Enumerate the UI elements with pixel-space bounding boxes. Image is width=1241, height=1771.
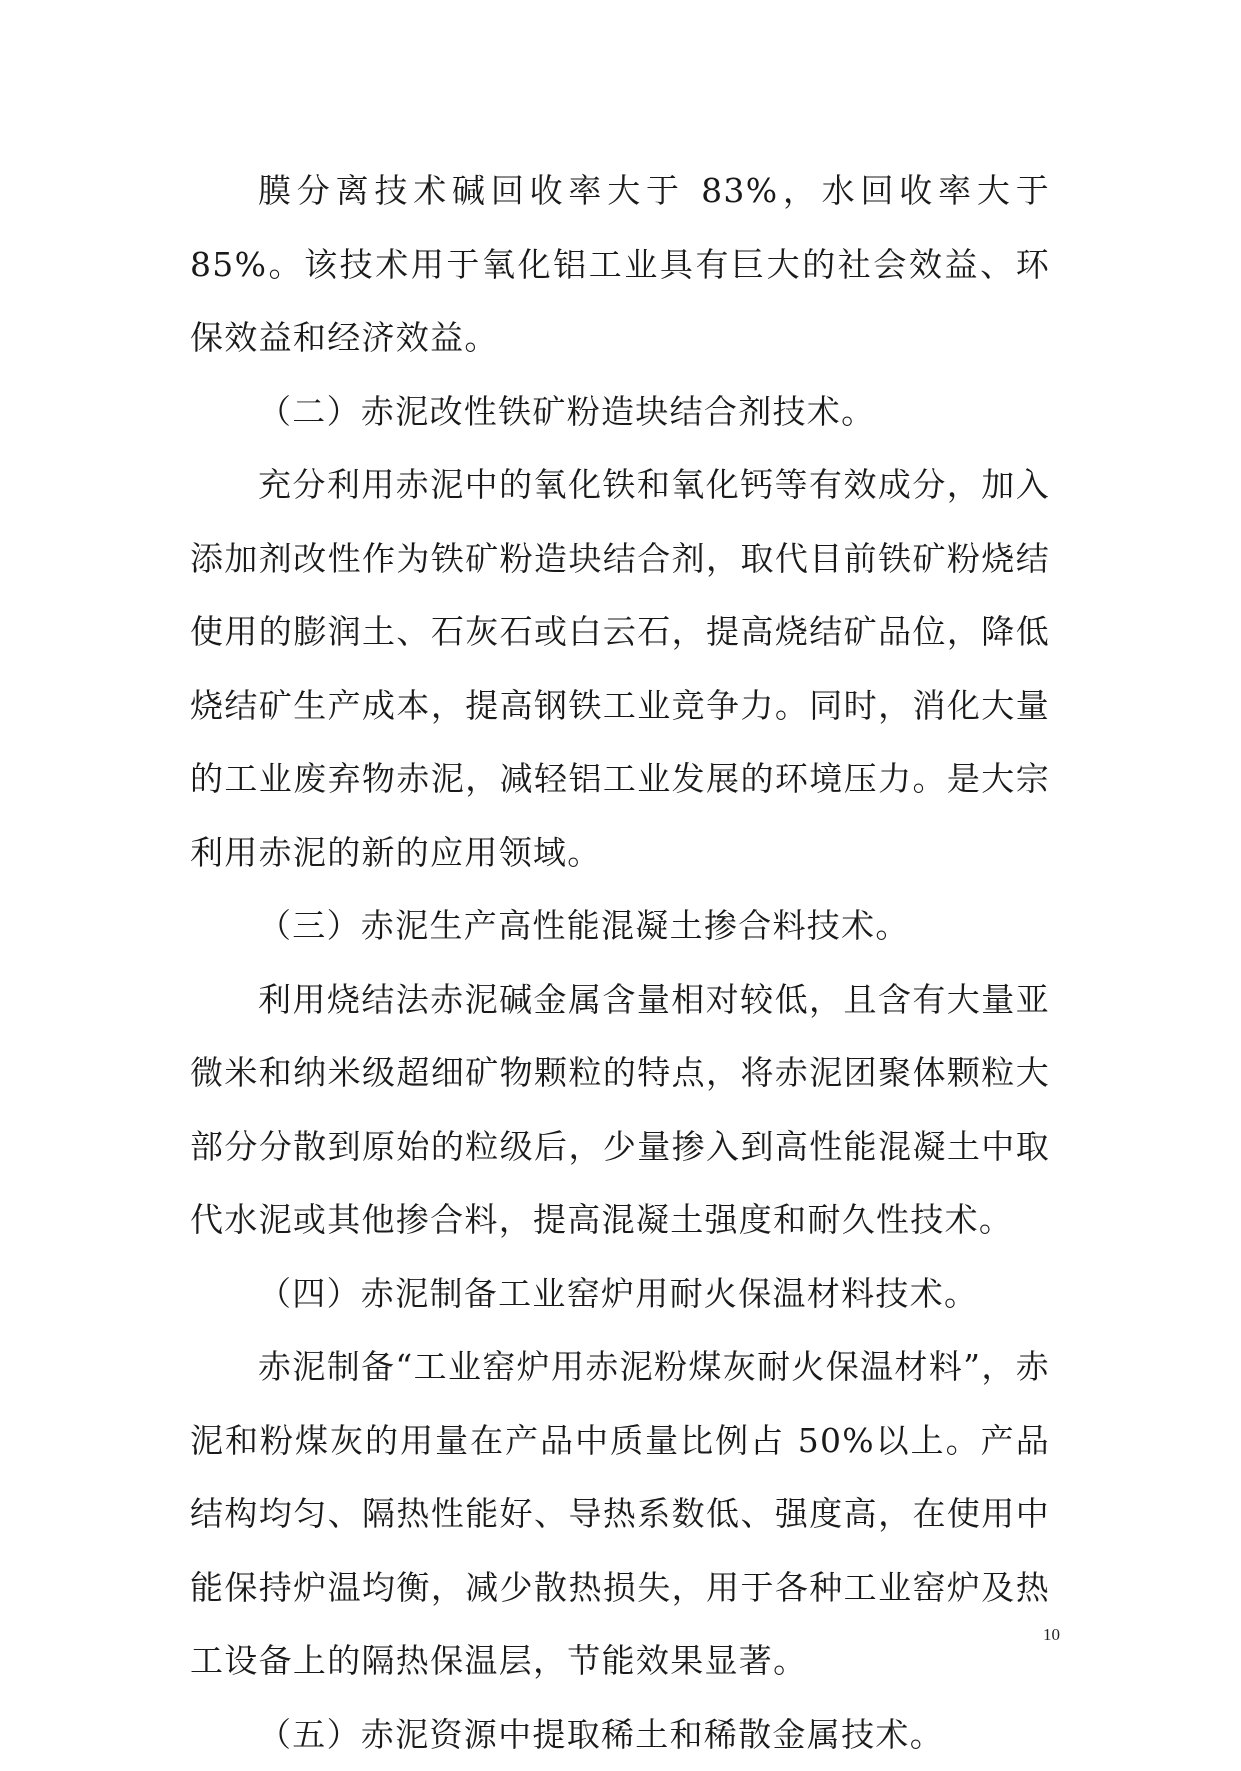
paragraph-refractory-material: 赤泥制备“工业窑炉用赤泥粉煤灰耐火保温材料”，赤泥和粉煤灰的用量在产品中质量比例占 50%以上。产品结构均匀、隔热性能好、导热系数低、强度高，在使用中能保持炉温均衡，减少散热损失，用于各种工业窑炉及热工设备上的隔热保温层，节能效果显著。	[190, 1330, 1050, 1698]
paragraph-binder-technology: 充分利用赤泥中的氧化铁和氧化钙等有效成分，加入添加剂改性作为铁矿粉造块结合剂，取代目前铁矿粉烧结使用的膨润土、石灰石或白云石，提高烧结矿品位，降低烧结矿生产成本，提高钢铁工业竞争力。同时，消化大量的工业废弃物赤泥，减轻铝工业发展的环境压力。是大宗利用赤泥的新的应用领域。	[190, 448, 1050, 889]
paragraph-membrane-separation: 膜分离技术碱回收率大于 83%，水回收率大于 85%。该技术用于氧化铝工业具有巨大的社会效益、环保效益和经济效益。	[190, 154, 1050, 375]
paragraph-concrete-admixture: 利用烧结法赤泥碱金属含量相对较低，且含有大量亚微米和纳米级超细矿物颗粒的特点，将赤泥团聚体颗粒大部分分散到原始的粒级后，少量掺入到高性能混凝土中取代水泥或其他掺合料，提高混凝土强度和耐久性技术。	[190, 963, 1050, 1257]
section-heading-5: （五）赤泥资源中提取稀土和稀散金属技术。	[190, 1698, 1050, 1771]
section-heading-3: （三）赤泥生产高性能混凝土掺合料技术。	[190, 889, 1050, 963]
section-heading-4: （四）赤泥制备工业窑炉用耐火保温材料技术。	[190, 1257, 1050, 1331]
page-number: 10	[1043, 1625, 1060, 1645]
document-body	[190, 154, 1050, 1771]
section-heading-2: （二）赤泥改性铁矿粉造块结合剂技术。	[190, 375, 1050, 449]
